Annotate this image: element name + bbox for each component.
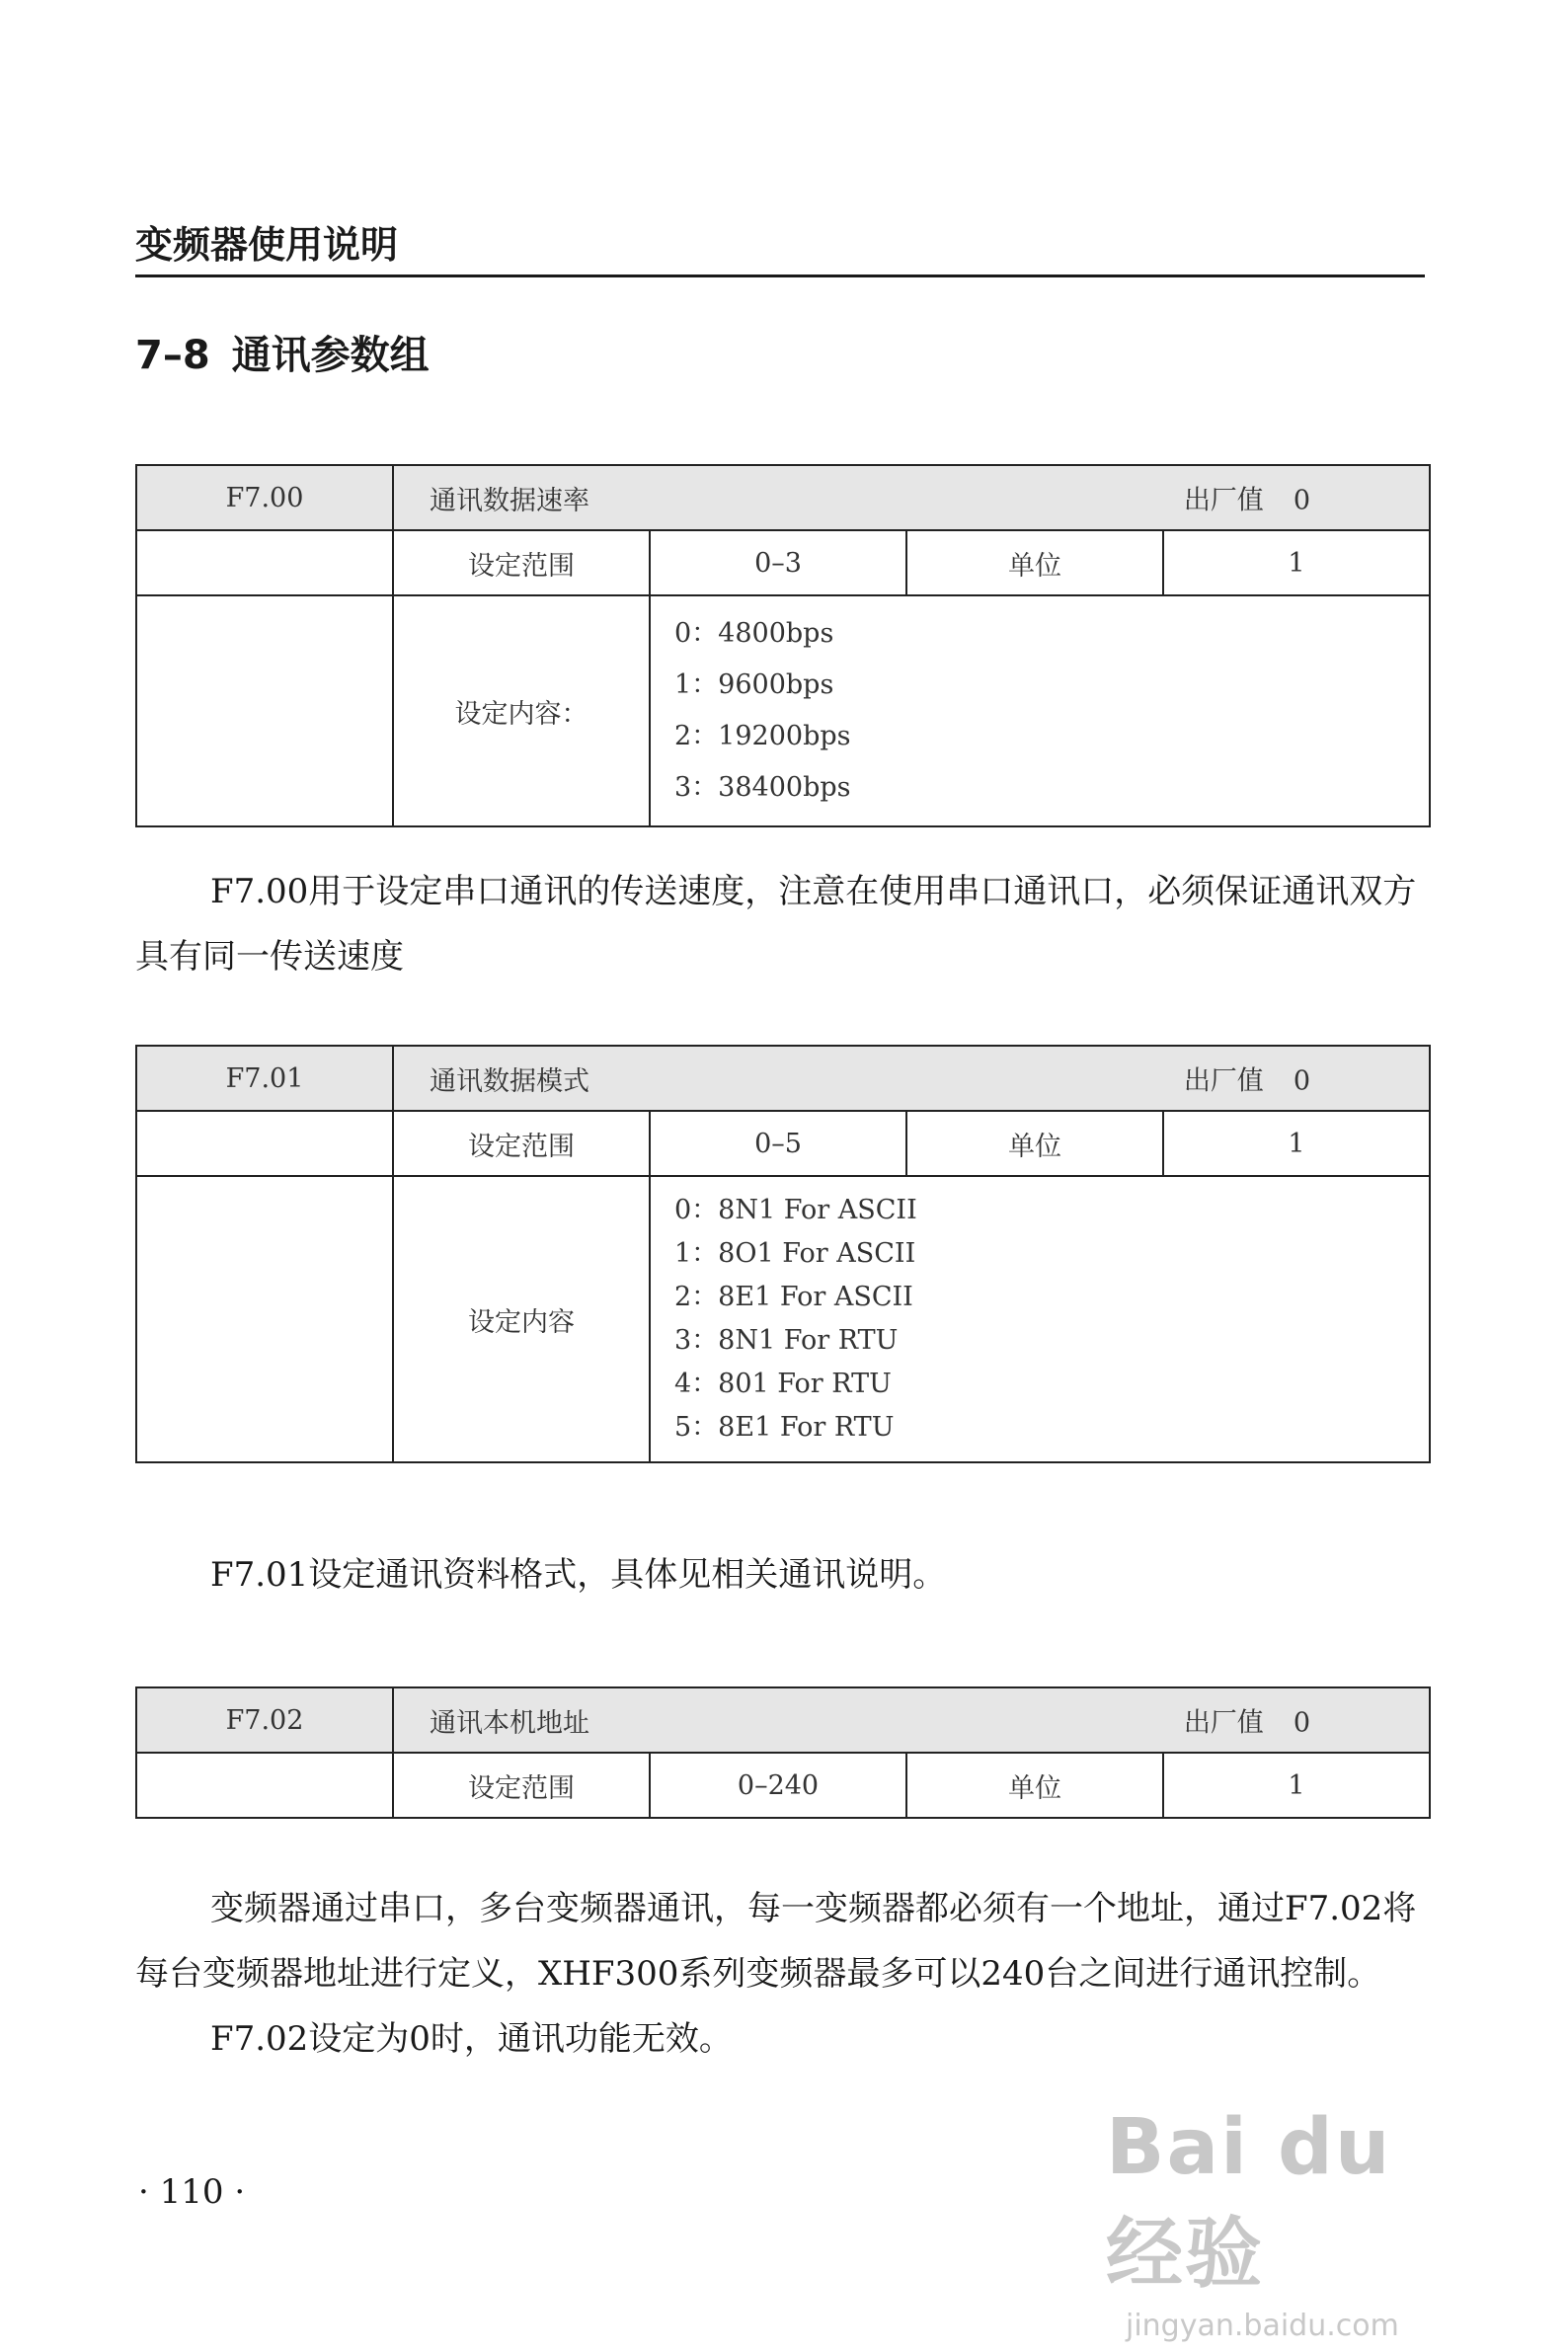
unit-label: 单位 (906, 1753, 1163, 1818)
factory-label: 出厂值 (1183, 1707, 1264, 1739)
empty-cell (136, 1753, 393, 1818)
range-value: 0–3 (650, 530, 906, 595)
param-code: F7.00 (136, 465, 393, 530)
section-number: 7–8 (135, 333, 210, 378)
option-item: 1：8O1 For ASCII (674, 1238, 916, 1269)
unit-value: 1 (1163, 1753, 1430, 1818)
option-item: 5：8E1 For RTU (674, 1412, 895, 1443)
unit-label: 单位 (906, 1111, 1163, 1176)
watermark-logo: Bai du 经验 (1106, 2103, 1392, 2299)
baidu-watermark (1106, 2103, 1481, 2343)
range-label: 设定范围 (393, 530, 650, 595)
param-name: 通讯本机地址 (430, 1707, 589, 1739)
empty-cell (136, 1176, 393, 1462)
empty-cell (136, 1111, 393, 1176)
range-value: 0–240 (650, 1753, 906, 1818)
paragraph-f7-00 (135, 859, 1429, 989)
paragraph-text: F7.02设定为0时，通讯功能无效。 (210, 2019, 733, 2059)
param-name-cell (393, 1046, 1430, 1111)
section-title (135, 326, 430, 385)
option-item: 3：38400bps (674, 772, 851, 803)
param-code: F7.01 (136, 1046, 393, 1111)
range-value: 0–5 (650, 1111, 906, 1176)
unit-value: 1 (1163, 530, 1430, 595)
param-name-cell (393, 465, 1430, 530)
watermark-url: jingyan.baidu.com (1126, 2309, 1399, 2343)
param-table-f7-02 (135, 1686, 1431, 1819)
unit-value: 1 (1163, 1111, 1430, 1176)
param-name: 通讯数据速率 (430, 485, 589, 516)
param-table-f7-01 (135, 1045, 1431, 1463)
factory-default (1184, 1701, 1310, 1740)
paragraph-f7-02 (135, 1876, 1429, 2072)
content-label: 设定内容： (393, 595, 650, 826)
option-item: 4：801 For RTU (674, 1369, 892, 1399)
empty-cell (136, 595, 393, 826)
option-item: 0：8N1 For ASCII (674, 1195, 917, 1225)
options-list (650, 1176, 1430, 1462)
factory-default (1184, 1059, 1310, 1098)
option-item: 2：8E1 For ASCII (674, 1282, 913, 1312)
factory-value: 0 (1293, 485, 1310, 516)
running-header: 变频器使用说明 (135, 215, 1425, 277)
param-name-cell (393, 1687, 1430, 1753)
factory-label: 出厂值 (1183, 1065, 1264, 1097)
param-name: 通讯数据模式 (430, 1065, 589, 1097)
option-item: 3：8N1 For RTU (674, 1325, 899, 1356)
content-label: 设定内容 (393, 1176, 650, 1462)
empty-cell (136, 530, 393, 595)
paragraph-f7-01 (135, 1542, 1429, 1607)
factory-value: 0 (1293, 1065, 1310, 1097)
range-label: 设定范围 (393, 1111, 650, 1176)
param-code: F7.02 (136, 1687, 393, 1753)
option-item: 2：19200bps (674, 721, 851, 751)
options-list (650, 595, 1430, 826)
factory-label: 出厂值 (1183, 485, 1264, 516)
range-label: 设定范围 (393, 1753, 650, 1818)
paragraph-text: F7.00用于设定串口通讯的传送速度，注意在使用串口通讯口，必须保证通讯双方具有同一传送速度 (135, 872, 1417, 977)
unit-label: 单位 (906, 530, 1163, 595)
paragraph-text: 变频器通过串口，多台变频器通讯，每一变频器都必须有一个地址，通过F7.02将每台变频器地址进行定义，XHF300系列变频器最多可以240台之间进行通讯控制。 (135, 1889, 1417, 1994)
section-name: 通讯参数组 (231, 333, 430, 378)
factory-value: 0 (1293, 1707, 1310, 1739)
page-number: · 110 · (138, 2172, 246, 2212)
option-item: 0：4800bps (674, 618, 834, 649)
factory-default (1184, 479, 1310, 517)
paragraph-text: F7.01设定通讯资料格式，具体见相关通讯说明。 (210, 1555, 947, 1595)
option-item: 1：9600bps (674, 669, 834, 700)
param-table-f7-00 (135, 464, 1431, 827)
